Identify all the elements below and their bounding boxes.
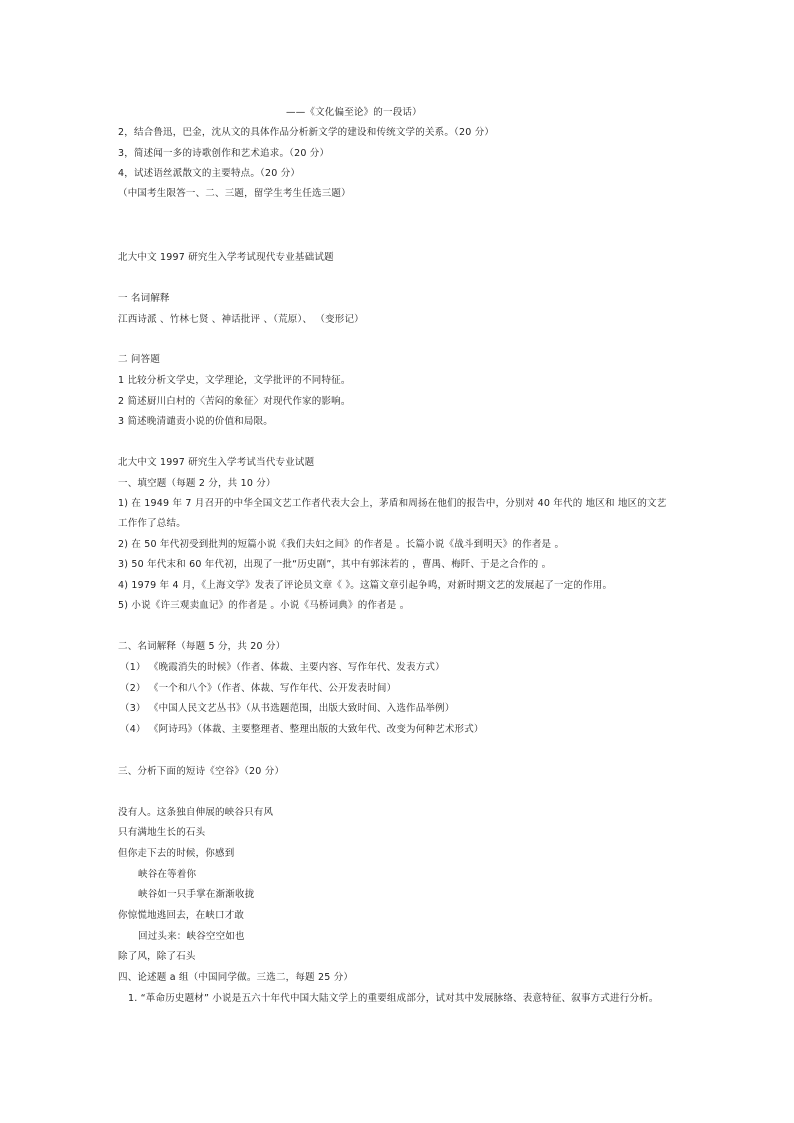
quote-source: ——《文化偏至论》的一段话）: [286, 107, 422, 118]
essay-question-1: 1. “革命历史题材” 小说是五六十年代中国大陆文学上的重要组成部分，试对其中发展脉络、表意特征、叙事方式进行分析。: [128, 993, 659, 1004]
poem-line-4: 峡谷在等着你: [138, 869, 197, 880]
fill-question-2: 2) 在 50 年代初受到批判的短篇小说《我们夫妇之间》的作者是 。长篇小说《战斗到明天》的作者是 。: [118, 539, 565, 550]
fill-question-5: 5) 小说《许三观卖血记》的作者是 。小说《马桥词典》的作者是 。: [118, 600, 410, 611]
fill-question-4: 4) 1979 年 4 月，《上海文学》发表了评论员文章《 》。这篇文章引起争鸣，对新时期文艺的发展起了一定的作用。: [118, 580, 613, 591]
fill-question-1-cont: 工作作了总结。: [118, 518, 186, 529]
part1-terms: 江西诗派 、竹林七贤 、神话批评 、（荒原）、 （变形记）: [118, 314, 364, 325]
term-1: （1） 《晚霞消失的时候》（作者、体裁、主要内容、写作年代、发表方式）: [120, 662, 445, 673]
fill-question-1: 1) 在 1949 年 7 月召开的中华全国文艺工作者代表大会上，茅盾和周扬在他们的报告中，分别对 40 年代的 地区和 地区的文艺: [118, 498, 667, 509]
question-4: 4，试述语丝派散文的主要特点。（20 分）: [118, 168, 301, 179]
fill-heading: 一、填空题（每题 2 分，共 10 分）: [118, 478, 276, 489]
terms-heading: 二、名词解释（每题 5 分，共 20 分）: [118, 641, 286, 652]
term-4: （4） 《阿诗玛》（体裁、主要整理者、整理出版的大致年代、改变为何种艺术形式）: [120, 724, 484, 735]
exam-title-modern: 北大中文 1997 研究生入学考试现代专业基础试题: [118, 252, 334, 263]
exam-note: （中国考生限答一、二、三题，留学生考生任选三题）: [118, 188, 351, 199]
fill-question-3: 3) 50 年代末和 60 年代初，出现了一批“历史剧”，其中有郭沫若的 ，曹禺、梅阡、于是之合作的 。: [118, 559, 552, 570]
poem-line-2: 只有满地生长的石头: [118, 827, 206, 838]
question-2: 2，结合鲁迅，巴金，沈从文的具体作品分析新文学的建设和传统文学的关系。（20 分）: [118, 127, 495, 138]
essay-heading: 四、论述题 a 组（中国同学做。三选二，每题 25 分）: [118, 972, 354, 983]
poem-line-1: 没有人。这条独自伸展的峡谷只有风: [118, 807, 274, 818]
modern-question-3: 3 简述晚清谴责小说的价值和局限。: [118, 416, 273, 427]
poem-line-5: 峡谷如一只手掌在渐渐收拢: [138, 889, 255, 900]
poem-line-8: 除了风，除了石头: [118, 951, 196, 962]
exam-title-contemporary: 北大中文 1997 研究生入学考试当代专业试题: [118, 457, 315, 468]
poem-heading: 三、分析下面的短诗《空谷》（20 分）: [118, 766, 285, 777]
question-3: 3，简述闻一多的诗歌创作和艺术追求。（20 分）: [118, 148, 330, 159]
poem-line-7: 回过头来：峡谷空空如也: [138, 931, 245, 942]
modern-question-1: 1 比较分析文学史，文学理论，文学批评的不同特征。: [118, 375, 351, 386]
part2-heading: 二 问答题: [118, 354, 161, 365]
modern-question-2: 2 简述厨川白村的〈苦闷的象征〉对现代作家的影响。: [118, 396, 351, 407]
term-3: （3） 《中国人民文艺丛书》（从书选题范围，出版大致时间、入选作品举例）: [120, 703, 455, 714]
poem-line-3: 但你走下去的时候，你感到: [118, 848, 235, 859]
part1-heading: 一 名词解释: [118, 293, 170, 304]
term-2: （2） 《一个和八个》（作者、体裁、写作年代、公开发表时间）: [120, 683, 397, 694]
poem-line-6: 你惊慌地逃回去，在峡口才敢: [118, 910, 245, 921]
